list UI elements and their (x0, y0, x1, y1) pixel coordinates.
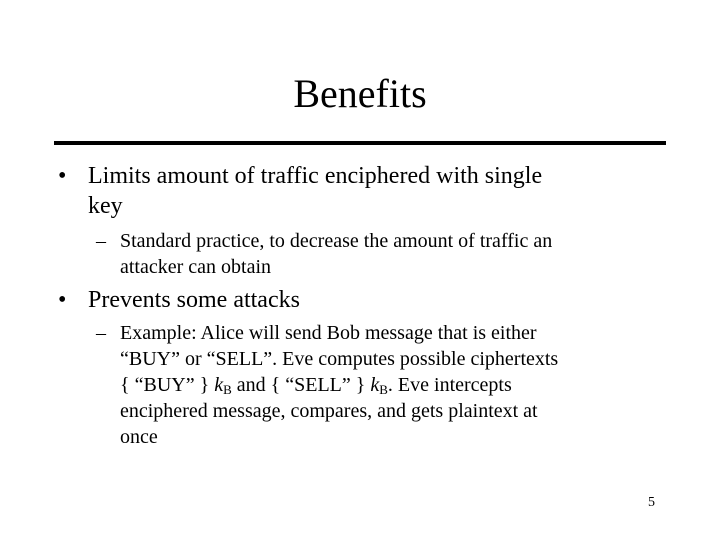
text-fragment: . Eve intercepts (387, 374, 512, 396)
title-divider (54, 141, 666, 145)
key-symbol: k (370, 374, 380, 396)
sub-bullet-text-line (120, 372, 558, 398)
sub-bullet-text-line: Example: Alice will send Bob message that is either (120, 322, 537, 344)
bullet-marker: • (58, 287, 67, 313)
sub-bullet-text (120, 320, 558, 450)
bullet-marker: • (58, 163, 67, 189)
page-number: 5 (648, 495, 655, 510)
text-fragment: { “BUY” } (120, 374, 215, 396)
key-subscript: B (223, 382, 232, 397)
sub-bullet-text-line: attacker can obtain (120, 256, 272, 278)
key-subscript: B (379, 382, 388, 397)
sub-bullet-text-line: Standard practice, to decrease the amount of traffic an (120, 230, 553, 252)
text-fragment: and { “SELL” } (231, 374, 371, 396)
slide-title: Benefits (293, 71, 427, 116)
bullet-text (88, 161, 542, 221)
bullet-text-line: Prevents some attacks (88, 287, 300, 313)
key-symbol: k (214, 374, 224, 396)
sub-bullet-text-line: “BUY” or “SELL”. Eve computes possible ciphertexts (120, 348, 559, 370)
bullet-text-line: key (88, 193, 123, 219)
sub-bullet-text (120, 228, 552, 280)
sub-bullet-marker: – (96, 230, 106, 252)
bullet-text-line: Limits amount of traffic enciphered with single (88, 163, 543, 189)
sub-bullet-text-line: once (120, 426, 158, 448)
sub-bullet-text-line: enciphered message, compares, and gets plaintext at (120, 400, 538, 422)
sub-bullet-marker: – (96, 322, 106, 344)
bullet-text (88, 285, 300, 315)
